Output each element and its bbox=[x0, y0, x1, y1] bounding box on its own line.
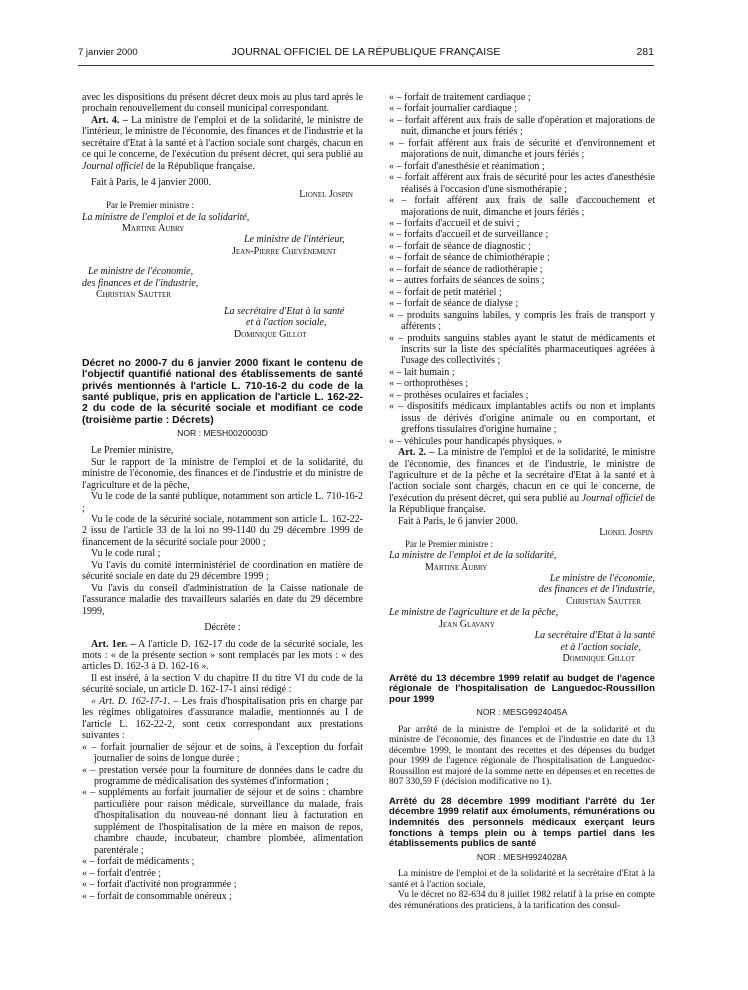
list-item: « – forfait de petit matériel ; bbox=[389, 286, 502, 298]
signatory-name: Dominique Gillot bbox=[562, 653, 635, 665]
list-item: « – produits sanguins stables ayant le statut de médicaments et inscrits sur la liste des spécialités pharmaceutiques agréées à l'usage des collectivités ; bbox=[389, 332, 655, 367]
nor-reference: NOR : MESH9924028A bbox=[476, 851, 568, 862]
list-item: « – forfait de séance de radiothérapie ; bbox=[389, 263, 543, 275]
list-item: « – prothèses oculaires et faciales ; bbox=[389, 389, 529, 401]
list-item: « – forfait de traitement cardiaque ; bbox=[389, 92, 531, 103]
signatory-title: Le ministre de l'économie, bbox=[549, 573, 655, 585]
list-item: « – orthoprothèses ; bbox=[389, 378, 469, 390]
signature-intro: Par le Premier ministre : bbox=[106, 200, 194, 211]
arrete-text: Par arrêté de la ministre de l'emploi et de la solidarité et du ministre de l'économie, des finances et de l'industrie en date du 13 décembre 1999, le montant des recettes et des dépenses du budget pour 1999 de l'agence régionale de l'hospitalisation de Languedoc-Roussillon est majoré de la somme nette en dépenses et en recettes de 807 330,59 F (décision modificative no 1). bbox=[389, 724, 655, 788]
signatory-title: Le ministre de l'intérieur, bbox=[244, 234, 345, 246]
arrete-title: Arrêté du 28 décembre 1999 modifiant l'arrêté du 1er décembre 1999 relatif aux émoluments, rémunérations ou indemnités des personnels médicaux exerçant leurs fonctions à temps plein ou à temps partiel dans les établissements publics de santé bbox=[389, 795, 655, 850]
nor-reference: NOR : MESG9924045A bbox=[476, 707, 568, 718]
list-item: « – forfait de séance de diagnostic ; bbox=[389, 240, 531, 252]
signatory-name: Dominique Gillot bbox=[234, 328, 307, 340]
list-item: « – forfait d'entrée ; bbox=[82, 867, 161, 879]
list-item: « – autres forfaits de séances de soins ; bbox=[389, 275, 545, 287]
list-item: « – prestation versée pour la fourniture de données dans le cadre du programme de médicalisation des systèmes d'information ; bbox=[82, 764, 363, 787]
list-item: « – forfait journalier de séjour et de soins, à l'exception du forfait journalier de soins de longue durée ; bbox=[82, 741, 363, 765]
page-number: 281 bbox=[636, 46, 654, 58]
signatory-name: Christian Sautter bbox=[565, 595, 641, 607]
signatory-name: Martine Aubry bbox=[122, 222, 185, 234]
right-column bbox=[389, 92, 655, 911]
list-item: « – forfait afférent aux frais de salle d'opération et majorations de nuit, dimanche et jours fériés ; bbox=[389, 114, 655, 138]
journal-officiel-ref: Journal officiel bbox=[581, 492, 644, 504]
signatory-name: Lionel Jospin bbox=[299, 188, 353, 200]
visa: Vu le code de la sécurité sociale, notamment son article L. 162-22-2 issu de l'article 33 de la loi no 99-1140 du 29 décembre 1999 de financement de la sécurité sociale pour 2000 ; bbox=[82, 514, 363, 548]
signature-intro: Par le Premier ministre : bbox=[405, 538, 493, 549]
left-column bbox=[82, 92, 363, 902]
article-text-end: de la République française. bbox=[143, 160, 255, 172]
article-text: – Les frais d'hospitalisation pris en charge par les régimes obligatoires d'assurance maladie, mentionnés au I de l'article L. 162-22-2, sont ceux correspondant aux prestations suivantes : bbox=[82, 695, 363, 742]
visa: Vu le code rural ; bbox=[91, 548, 161, 560]
signatory-title: La ministre de l'emploi et de la solidarité, bbox=[82, 211, 250, 223]
signatory-title: La ministre de l'emploi et de la solidarité, bbox=[389, 550, 557, 562]
list-item: « – forfait d'anesthésie et réanimation ; bbox=[389, 160, 545, 172]
premier-ministre: Le Premier ministre, bbox=[91, 445, 174, 457]
signatory-title: et à l'action sociale, bbox=[246, 317, 327, 329]
signatory-name: Jean Glavany bbox=[439, 618, 495, 630]
paragraph: Il est inséré, à la section V du chapitre II du titre VI du code de la sécurité sociale, un article D. 162-17-1 ainsi rédigé : bbox=[82, 672, 363, 696]
signatory-name: Lionel Jospin bbox=[599, 527, 653, 539]
article-label: Art. 1er. – bbox=[91, 638, 136, 650]
signatory-title: Le ministre de l'économie, bbox=[88, 266, 194, 278]
list-item: « – véhicules pour handicapés physiques. » bbox=[389, 435, 563, 447]
page-header bbox=[78, 47, 654, 61]
list-item: « – suppléments au forfait journalier de séjour et de soins : chambre particulière pour raison médicale, surveillance du malade, frais d'hospitalisation du nouveau-né donnant lieu à facturation en supplément de l'hospitalisation de la mère en maison de repos, chambre chaude, incubateur, chambre plombée, alimentation parentérale ; bbox=[82, 787, 363, 856]
signatory-title: et à l'action sociale, bbox=[560, 641, 641, 653]
article-label: Art. 2. – bbox=[398, 447, 435, 459]
article-text: A l'article D. 162-17 du code de la sécurité sociale, les mots : « de la présente section » sont remplacés par les mots : « des articles D. 162-3 à D. 162-16 ». bbox=[82, 638, 364, 673]
list-item: « – forfait de médicaments ; bbox=[82, 856, 195, 868]
article-2 bbox=[389, 447, 655, 516]
article-4 bbox=[82, 115, 363, 172]
journal-title: JOURNAL OFFICIEL DE LA RÉPUBLIQUE FRANÇAISE bbox=[231, 46, 501, 58]
visa: Vu l'avis du conseil d'administration de la Caisse nationale de l'assurance maladie des travailleurs salariés en date du 29 décembre 1999, bbox=[82, 582, 363, 617]
article-text-end: de la République française. bbox=[389, 492, 655, 516]
visa: Vu le code de la santé publique, notamment son article L. 710-16-2 ; bbox=[82, 491, 363, 514]
decree-title: Décret no 2000-7 du 6 janvier 2000 fixant le contenu de l'objectif quantifié national des établissements de santé privés mentionnés à l'article L. 710-16-2 du code de la santé publique, pris en application de l'article L. 162-22-2 du code de la sécurité sociale et modifiant ce code (troisième partie : Décrets) bbox=[82, 358, 363, 426]
paragraph: avec les dispositions du présent décret deux mois au plus tard après le prochain renouvellement du conseil municipal correspondant. bbox=[82, 92, 363, 115]
list-item: « – forfait de séance de chimiothérapie ; bbox=[389, 252, 550, 264]
signatory-title: La secrétaire d'Etat à la santé bbox=[224, 305, 345, 317]
list-item: « – produits sanguins labiles, y compris les frais de transport y afférents ; bbox=[389, 309, 655, 333]
list-item: « – forfaits d'accueil et de suivi ; bbox=[389, 217, 520, 229]
visa: Vu l'avis du comité interministériel de coordination en matière de sécurité sociale en date du 29 décembre 1999 ; bbox=[82, 559, 363, 583]
fait-a-paris: Fait à Paris, le 4 janvier 2000. bbox=[91, 177, 211, 189]
article-text: La ministre de l'emploi et de la solidarité, le ministre de l'intérieur, le ministre de l'économie, des finances et de l'industrie et la secrétaire d'Etat à la santé et à l'action sociale sont chargés, chacun en ce qui le concerne, de l'exécution du présent décret, qui sera publié au bbox=[82, 114, 363, 161]
signatory-title: Le ministre de l'agriculture et de la pêche, bbox=[389, 607, 559, 619]
arrete-text: Vu le décret no 82-634 du 8 juillet 1982 relatif à la prise en compte des rémunérations des praticiens, à la tarification des consul- bbox=[389, 890, 655, 911]
list-item: « – forfait d'activité non programmée ; bbox=[82, 879, 237, 891]
list-item: « – lait humain ; bbox=[389, 366, 455, 378]
article-1 bbox=[82, 639, 363, 673]
signatory-name: Christian Sautter bbox=[96, 289, 172, 301]
decrete: Décrète : bbox=[204, 622, 241, 634]
list-item: « – forfait afférent aux frais de sécurité pour les actes d'anesthésie réalisés à l'occasion d'une sismothérapie ; bbox=[389, 172, 655, 195]
list-item: « – forfait de séance de dialyse ; bbox=[389, 298, 519, 310]
article-label: Art. 4. – bbox=[91, 114, 128, 126]
signatory-title: des finances et de l'industrie, bbox=[538, 584, 655, 596]
article-d-162-17-1 bbox=[82, 696, 363, 742]
header-rule bbox=[78, 65, 654, 66]
article-text: La ministre de l'emploi et de la solidarité, le ministre de l'économie, des finances et de l'industrie, le ministre de l'agriculture et de la pêche et la secrétaire d'Etat à la santé et à l'action sociale sont chargés, chacun en ce qui le concerne, de l'exécution du présent décret, qui sera publié au bbox=[389, 447, 656, 504]
list-item: « – forfaits d'accueil et de surveillance ; bbox=[389, 229, 549, 241]
arrete-text: La ministre de l'emploi et de la solidarité et la secrétaire d'Etat à la santé et à l'action sociale, bbox=[389, 869, 655, 890]
header-date: 7 janvier 2000 bbox=[78, 47, 138, 58]
list-item: « – forfait journalier cardiaque ; bbox=[389, 103, 517, 115]
article-label: « Art. D. 162-17-1. bbox=[91, 695, 171, 707]
list-item: « – forfait afférent aux frais de sécurité et d'environnement et majorations de nuit, dimanche et jours fériés ; bbox=[389, 137, 655, 161]
arrete-title: Arrêté du 13 décembre 1999 relatif au budget de l'agence régionale de l'hospitalisation de Languedoc-Roussillon pour 1999 bbox=[389, 672, 655, 705]
signatory-name: Martine Aubry bbox=[425, 561, 488, 573]
signatory-name: Jean-Pierre Chevènement bbox=[232, 245, 337, 257]
list-item: « – dispositifs médicaux implantables actifs ou non et implants issus de dérivés d'origine animale ou en comportant, et greffons tissulaires d'origine humaine ; bbox=[389, 401, 655, 436]
visa: Sur le rapport de la ministre de l'emploi et de la solidarité, du ministre de l'économie, des finances et de l'industrie et du ministre de l'agriculture et de la pêche, bbox=[82, 456, 363, 491]
signatory-title: La secrétaire d'Etat à la santé bbox=[534, 630, 655, 642]
fait-a-paris: Fait à Paris, le 6 janvier 2000. bbox=[398, 515, 518, 527]
journal-officiel-ref: Journal officiel bbox=[82, 160, 144, 172]
nor-reference: NOR : MESH0020003D bbox=[177, 427, 268, 438]
list-item: « – forfait de consommable onéreux ; bbox=[82, 890, 232, 902]
signatory-title: des finances et de l'industrie, bbox=[82, 277, 199, 289]
list-item: « – forfait afférent aux frais de salle d'accouchement et majorations de nuit, dimanche et jours fériés ; bbox=[389, 195, 655, 218]
